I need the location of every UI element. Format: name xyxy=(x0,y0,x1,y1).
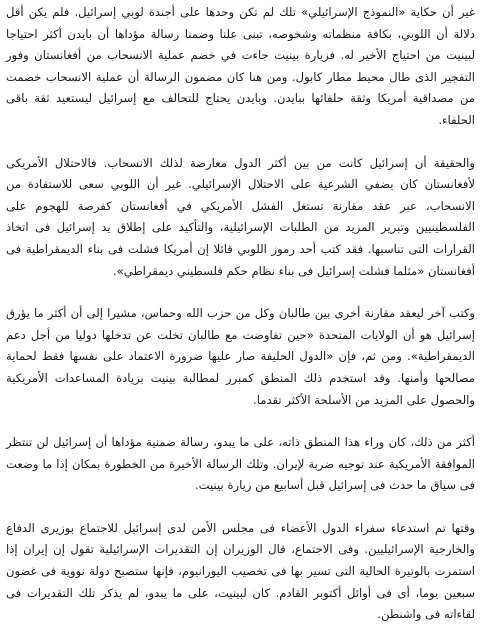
article-paragraph-2: والحقيقة أن إسرائيل كانت من بين أكثر الدول معارضة لذلك الانسحاب. فالاحتلال الأمريكى لأفغانستان كان يضفي الشرعية على الاحتلال الإسرائيلي. غير أن اللوبي سعى للاستفادة من الانسحاب، عبر عقد مقارنة تستغل الفشل الأمريكي في أفغانستان كفرصة للهجوم على الفلسطينيين وتبرير المزيد من الطلبات الإسرائيلية، والتأكيد على إطلاق يد إسرائيل فى اتخاذ القرارات التى تناسبها. فقد كتب أحد رموز اللوبي قائلا إن أمريكا فشلت فى بناء الديمقراطية فى أفغانستان «مثلما فشلت إسرائيل فى بناء نظام حكم فلسطيني ديمقراطي». xyxy=(6,155,475,278)
article-paragraph-1: غير أن حكاية «النموذج الإسرائيلي» تلك لم تكن وحدها على أجندة لوبي إسرائيل. فلم يكن أقل دلالة أن اللوبي، بكافة منظماته وشخوصه، تبنى علنا وضمنا رسالة مؤداها أن بايدن أكثر احتياجا لبينيت من احتياج الأخير له. فزيارة بينيت جاءت في خضم عملية الانسحاب من أفغانستان وفور التفجير الذى طال محيط مطار كابول. ومن هنا كان مضمون الرسالة أن عملية الانسحاب خصمت من مصداقية أمريكا وثقة حلفائها ببايدن. وبايدن يحتاج للتحالف مع إسرائيل ليستعيد ثقة باقى الحلفاء. xyxy=(6,5,475,127)
article-paragraph-3: وكتب آخر ليعقد مقارنة أخرى بين طالبان وكل من حزب الله وحماس، مشيرا إلى أن أكثر ما يؤرق إسرائيل هو أن الولايات المتحدة «حين تفاوضت مع طالبان تخلت عن تدخلها دوليا من أجل دعم الديمقراطية». ومن ثم، فإن «الدول الحليفة صار عليها ضرورة الاعتماد على نفسها فقط لحماية مصالحها وأمنها. وقد استخدم ذلك المنطق كمبرر لمطالبة بينيت بزيادة المساعدات الأمريكية والحصول على المزيد من الأسلحة الأكثر تقدما. xyxy=(6,306,475,407)
article-paragraph-5: وقتها تم استدعاء سفراء الدول الأعضاء فى مجلس الأمن لدى إسرائيل للاجتماع بوزيرى الدفاع والخارجية الإسرائيليين. وفى الاجتماع، قال الوزيران إن التقديرات الإسرائيلية تقول إن إيران إذا استمرت بالوتيرة الحالية التى تسير بها فى تخصيب اليورانيوم، فإنها ستصبح دولة نووية فى غضون سبعين يوما، أى فى أوائل أكتوبر القادم. كان لبينيت، على ما يبدو، لم يذكر تلك التقديرات فى لقاءاته فى واشنطن. xyxy=(6,520,475,622)
article-paragraph-4: أكثر من ذلك، كان وراء هذا المنطق ذاته، على ما يبدو، رسالة ضمنية مؤداها أن إسرائيل لن تنتظر الموافقة الأمريكية عند توجيه ضربة لإيران. وتلك الرسالة الأخيرة من الخطورة بمكان إذا ما وضعت فى سياق ما حدث فى إسرائيل قبل أسابيع من زيارة بينيت. xyxy=(6,435,475,493)
